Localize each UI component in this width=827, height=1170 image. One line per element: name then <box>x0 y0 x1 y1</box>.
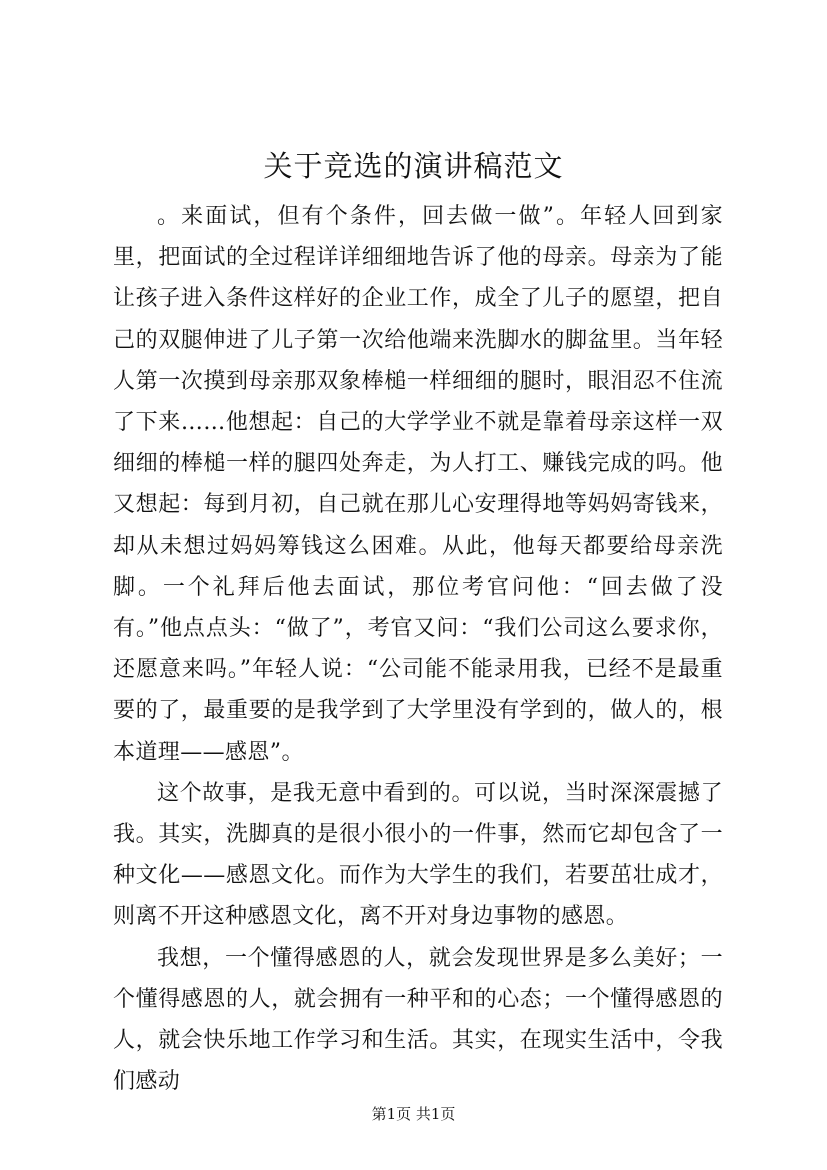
document-title: 关于竞选的演讲稿范文 <box>263 149 564 183</box>
paragraph-1: 。来面试，但有个条件，回去做一做”。年轻人回到家里，把面试的全过程详详细细地告诉了他的母亲。母亲为了能让孩子进入条件这样好的企业工作，成全了儿子的愿望，把自己的双腿伸进了儿子第一次给他端来洗脚水的脚盆里。当年轻人第一次摸到母亲那双象棒槌一样细细的腿时，眼泪忍不住流了下来……他想起：自己的大学学业不就是靠着母亲这样一双细细的棒槌一样的腿四处奔走，为人打工、赚钱完成的吗。他又想起：每到月初，自己就在那儿心安理得地等妈妈寄钱来，却从未想过妈妈筹钱这么困难。从此，他每天都要给母亲洗脚。一个礼拜后他去面试，那位考官问他：“回去做了没有。”他点点头：“做了”，考官又问：“我们公司这么要求你，还愿意来吗。”年轻人说：“公司能不能录用我，已经不是最重要的了，最重要的是我学到了大学里没有学到的，做人的，根本道理——感恩”。 <box>113 204 723 765</box>
page-footer: 第1页 共1页 <box>371 1105 456 1123</box>
paragraph-3: 我想，一个懂得感恩的人，就会发现世界是多么美好；一个懂得感恩的人，就会拥有一种平和的心态；一个懂得感恩的人，就会快乐地工作学习和生活。其实，在现实生活中，令我们感动 <box>113 945 723 1095</box>
document-body <box>113 196 723 1102</box>
paragraph-2: 这个故事，是我无意中看到的。可以说，当时深深震撼了我。其实，洗脚真的是很小很小的一件事，然而它却包含了一种文化——感恩文化。而作为大学生的我们，若要茁壮成才，则离不开这种感恩文化，离不开对身边事物的感恩。 <box>113 780 723 930</box>
